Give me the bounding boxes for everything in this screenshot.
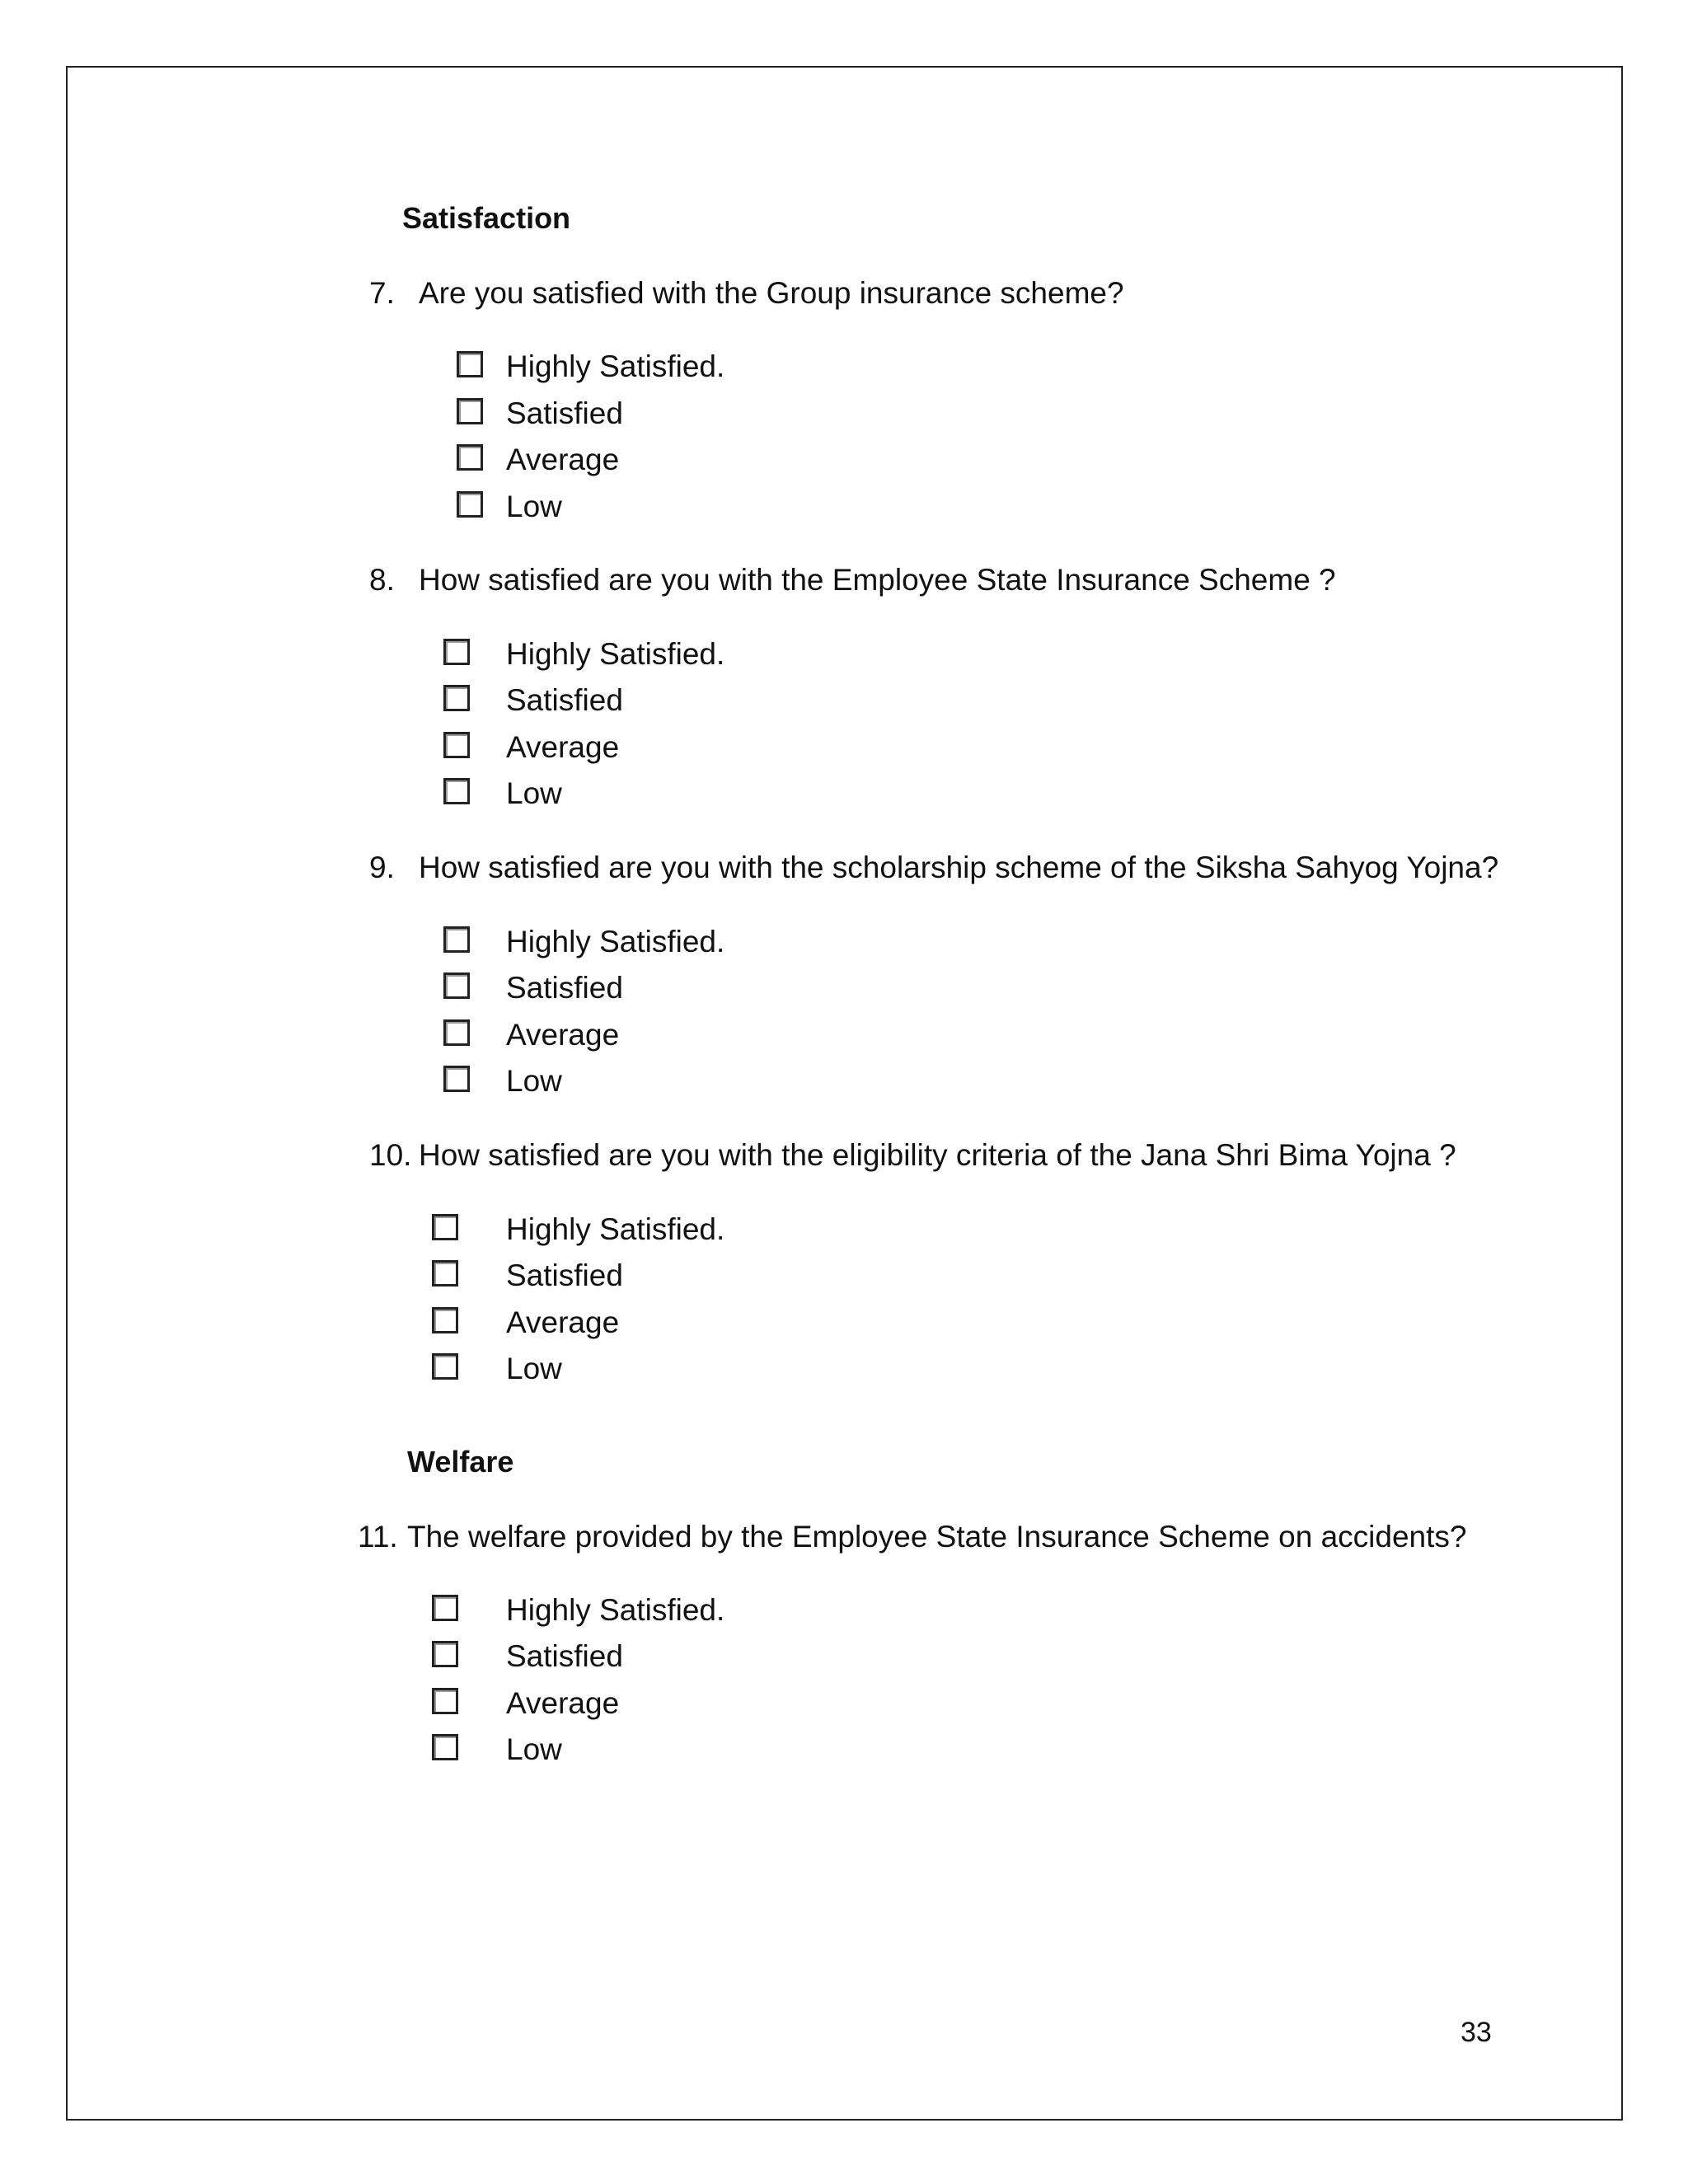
checkbox[interactable] [432, 1641, 458, 1667]
question-number: 8. [369, 563, 395, 597]
question-number: 9. [369, 851, 395, 884]
option-label: Average [506, 1686, 620, 1720]
option-label: Low [506, 776, 562, 810]
checkbox[interactable] [457, 491, 483, 518]
option-label: Highly Satisfied. [506, 349, 725, 383]
option-label: Highly Satisfied. [506, 637, 725, 671]
question-11 [358, 1520, 1467, 1554]
checkbox[interactable] [457, 398, 483, 424]
checkbox[interactable] [443, 639, 470, 665]
checkbox[interactable] [432, 1260, 458, 1286]
checkbox[interactable] [443, 778, 470, 804]
checkbox[interactable] [432, 1214, 458, 1240]
option-label: Satisfied [506, 396, 623, 430]
checkbox[interactable] [457, 444, 483, 471]
checkbox[interactable] [443, 1066, 470, 1092]
option-label: Highly Satisfied. [506, 1593, 725, 1627]
question-text: How satisfied are you with the Employee State Insurance Scheme ? [419, 563, 1336, 597]
option-label: Low [506, 1732, 562, 1766]
question-8 [369, 563, 1336, 598]
question-text: How satisfied are you with the scholarship scheme of the Siksha Sahyog Yojna? [419, 851, 1499, 884]
checkbox[interactable] [432, 1595, 458, 1621]
option-label: Low [506, 490, 562, 523]
section-heading-welfare: Welfare [407, 1445, 514, 1479]
checkbox[interactable] [432, 1734, 458, 1760]
option-label: Satisfied [506, 971, 623, 1005]
option-label: Low [506, 1352, 562, 1385]
option-label: Satisfied [506, 1639, 623, 1673]
option-label: Low [506, 1064, 562, 1098]
checkbox[interactable] [432, 1688, 458, 1714]
question-7 [369, 276, 1124, 311]
question-number: 7. [369, 276, 395, 310]
question-number: 11. [358, 1520, 398, 1554]
option-label: Average [506, 1305, 620, 1339]
checkbox[interactable] [432, 1307, 458, 1333]
checkbox[interactable] [432, 1353, 458, 1380]
checkbox[interactable] [443, 732, 470, 758]
checkbox[interactable] [443, 972, 470, 999]
checkbox[interactable] [443, 1019, 470, 1046]
option-label: Satisfied [506, 1258, 623, 1292]
page-number: 33 [1461, 2017, 1492, 2048]
question-10 [369, 1138, 1456, 1173]
option-label: Highly Satisfied. [506, 1212, 725, 1246]
option-label: Highly Satisfied. [506, 925, 725, 958]
question-text: How satisfied are you with the eligibility criteria of the Jana Shri Bima Yojna ? [419, 1138, 1456, 1172]
question-text: The welfare provided by the Employee State Insurance Scheme on accidents? [407, 1520, 1467, 1554]
option-label: Average [506, 1018, 620, 1052]
option-label: Average [506, 730, 620, 764]
question-9 [369, 851, 1499, 885]
option-label: Satisfied [506, 683, 623, 717]
option-label: Average [506, 443, 620, 476]
section-heading-satisfaction: Satisfaction [402, 201, 571, 235]
checkbox[interactable] [457, 351, 483, 377]
question-number: 10. [369, 1138, 412, 1172]
page-border [66, 66, 1623, 2121]
question-text: Are you satisfied with the Group insurance scheme? [419, 276, 1124, 310]
checkbox[interactable] [443, 685, 470, 711]
checkbox[interactable] [443, 926, 470, 953]
